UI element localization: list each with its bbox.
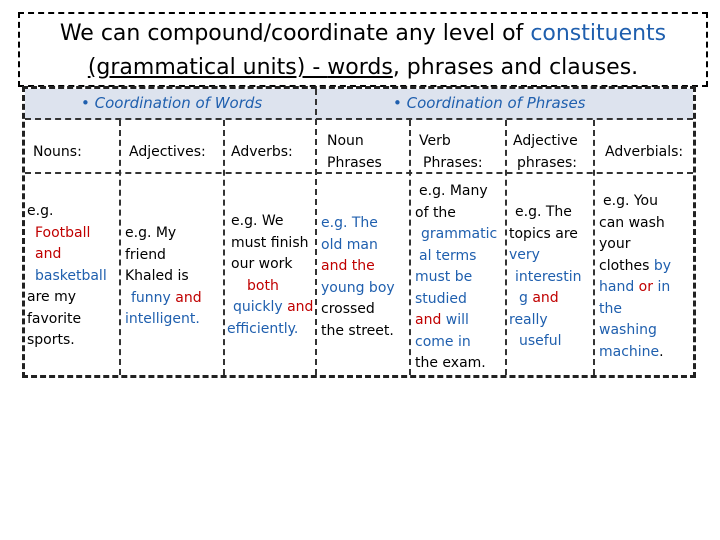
ex-line: the exam. (415, 355, 486, 371)
header-words: • Coordination of Words (81, 94, 263, 112)
example-nouns (27, 201, 107, 352)
ex-line: useful (519, 333, 562, 349)
col-sep-4 (409, 120, 411, 375)
ex-line: of the (415, 204, 456, 221)
ex-word-g: g (519, 290, 528, 306)
ex-line: e.g. You (603, 193, 658, 209)
cat-adj-phrases-2: phrases: (517, 155, 578, 171)
ex-line: washing (599, 322, 657, 338)
example-noun-phrases (321, 213, 395, 342)
cat-verb-phrases-2: Phrases: (423, 155, 483, 171)
ex-word-and: and (175, 289, 202, 306)
title-underlined-a: (grammatica (87, 55, 230, 80)
title-underlined-words: words (327, 55, 393, 80)
ex-word-machine: machine (599, 343, 660, 360)
title-text-end: , phrases and clauses. (392, 55, 639, 80)
ex-line: are my (27, 289, 77, 305)
ex-line: favorite (27, 310, 82, 327)
ex-line: grammatic (421, 226, 498, 242)
ex-line: our work (231, 256, 293, 272)
ex-word-quickly: quickly (233, 299, 283, 315)
col-sep-5 (505, 120, 507, 375)
ex-line: really (509, 311, 548, 328)
title-underlined-b: l units) - (229, 55, 328, 80)
ex-word-intelligent: intelligent. (125, 311, 200, 327)
ex-line: e.g. My (125, 225, 177, 241)
col-sep-words-phrases (315, 89, 317, 375)
row-sep (25, 172, 693, 174)
example-verb-phrases (415, 181, 497, 375)
ex-word-will: will (445, 312, 469, 328)
ex-period: . (659, 343, 664, 360)
example-adverbs (227, 211, 313, 340)
ex-line: must finish (231, 234, 309, 251)
ex-line: old man (321, 236, 378, 253)
ex-line: studied (415, 290, 467, 307)
ex-line: very (509, 247, 540, 263)
ex-word-hand: hand (599, 279, 635, 295)
ex-word-or: or (638, 279, 653, 295)
ex-word-and: and (35, 246, 62, 262)
ex-word-in: in (657, 279, 671, 295)
ex-line: your (599, 236, 631, 252)
ex-line: e.g. Many (419, 183, 488, 199)
example-adjectives (125, 223, 202, 331)
ex-word-efficiently: efficiently. (227, 320, 299, 337)
cat-adverbials: Adverbials: (605, 144, 684, 160)
ex-line: e.g. The (321, 215, 378, 231)
ex-line: e.g. (27, 203, 54, 219)
ex-word-by: by (653, 257, 672, 274)
ex-line: the street. (321, 322, 394, 339)
cat-verb-phrases-1: Verb (419, 133, 451, 149)
cat-adj-phrases-1: Adjective (513, 133, 578, 149)
ex-word-football: Football (35, 224, 91, 241)
ex-line: interestin (515, 268, 582, 285)
ex-line: and the (321, 258, 375, 274)
example-adverbials (599, 191, 671, 363)
title-box (18, 12, 708, 87)
ex-line: can wash (599, 214, 665, 231)
title-text: We can compound/coordinate any level of (59, 21, 531, 46)
cat-noun-phrases-2: Phrases (327, 155, 382, 171)
ex-line: must be (415, 269, 473, 285)
col-sep-2 (223, 120, 225, 375)
ex-line: crossed (321, 301, 375, 317)
ex-line: come in (415, 333, 471, 350)
cat-adjectives: Adjectives: (129, 144, 206, 160)
cat-adverbs: Adverbs: (231, 144, 293, 160)
title-line-2 (20, 54, 706, 82)
ex-word-funny: funny (131, 289, 171, 306)
ex-word-basketball: basketball (35, 267, 107, 284)
ex-line: the (599, 300, 622, 317)
ex-line: e.g. The (515, 204, 572, 220)
ex-line: e.g. We (231, 213, 284, 229)
title-highlight: constituents (530, 21, 667, 46)
coordination-table (22, 86, 696, 378)
ex-line: al terms (419, 247, 477, 264)
ex-line: friend (125, 246, 166, 263)
ex-word-clothes: clothes (599, 257, 650, 274)
col-sep-6 (593, 120, 595, 375)
ex-word-and: and (287, 299, 314, 315)
ex-line: sports. (27, 332, 75, 348)
ex-line: topics are (509, 225, 578, 242)
ex-line: young boy (321, 279, 395, 296)
col-sep-1 (119, 120, 121, 375)
ex-word-both: both (247, 277, 279, 294)
header-phrases: • Coordination of Phrases (393, 94, 586, 112)
title-line-1 (20, 20, 706, 48)
ex-line: Khaled is (125, 268, 189, 284)
cat-nouns: Nouns: (33, 144, 82, 160)
example-adj-phrases (509, 202, 581, 353)
ex-word-and: and (532, 290, 559, 306)
cat-noun-phrases-1: Noun (327, 133, 364, 149)
ex-word-and: and (415, 312, 442, 328)
